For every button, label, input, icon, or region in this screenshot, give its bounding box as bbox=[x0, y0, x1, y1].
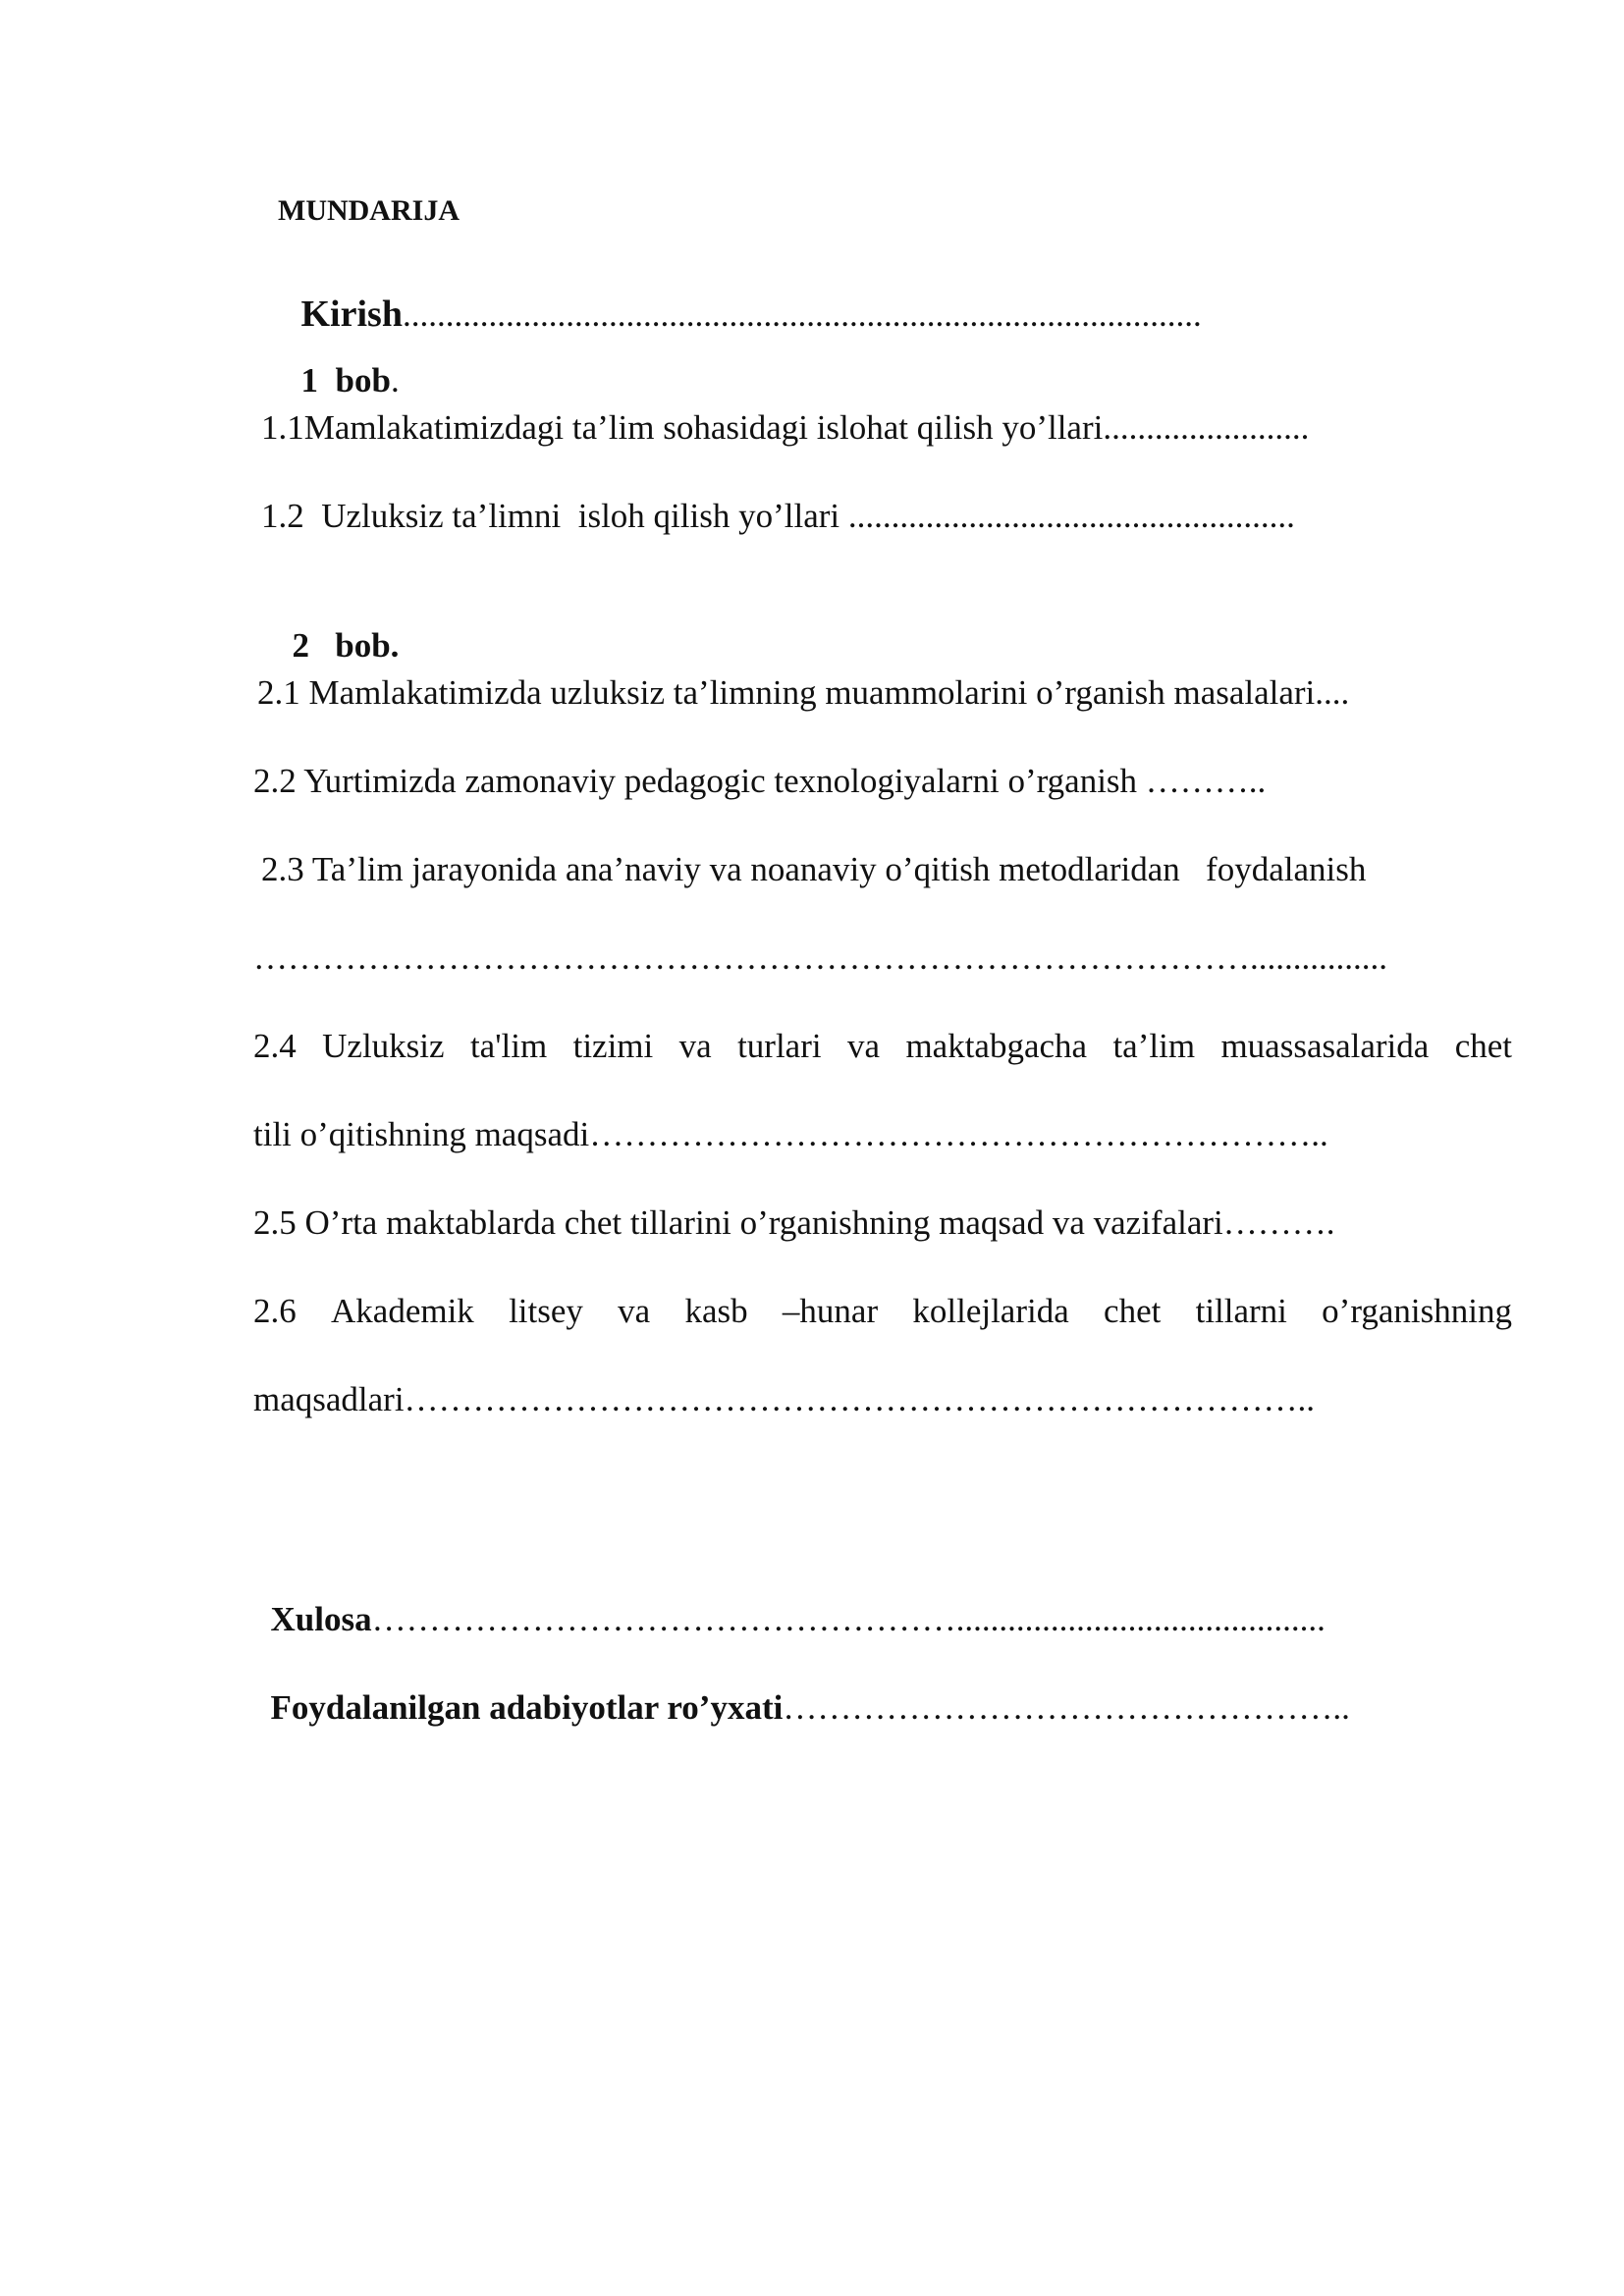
word: Uzluksiz bbox=[322, 1027, 445, 1065]
word: tizimi bbox=[572, 1027, 654, 1065]
word: va bbox=[678, 1027, 712, 1065]
toc-entry-2-3-leader: ……………………………………………………………………………................ bbox=[253, 938, 1387, 977]
word: ta'lim bbox=[469, 1027, 548, 1065]
dot-leader: ............................................................................................. bbox=[402, 295, 1202, 334]
word: –hunar bbox=[782, 1292, 879, 1330]
word: litsey bbox=[509, 1292, 583, 1330]
word: muassasalarida bbox=[1220, 1027, 1430, 1065]
word: va bbox=[847, 1027, 881, 1065]
toc-entry-2-3-line1[interactable]: 2.3 Ta’lim jarayonida ana’naviy va noanaviy o’qitish metodlaridan foydalanish bbox=[261, 850, 1367, 888]
dot-leader: ……………………………………………........................................... bbox=[371, 1600, 1343, 1638]
chapter-label: bob. bbox=[335, 626, 400, 665]
word: maktabgacha bbox=[905, 1027, 1088, 1065]
toc-entry-kirish[interactable] bbox=[284, 249, 1202, 337]
toc-entry-1-1[interactable]: 1.1Mamlakatimizdagi ta’lim sohasidagi islohat qilish yo’llari........................ bbox=[261, 408, 1310, 447]
chapter-number: 2 bbox=[292, 626, 309, 665]
toc-entry-1-2[interactable]: 1.2 Uzluksiz ta’limni isloh qilish yo’llari .................................................... bbox=[261, 497, 1295, 535]
toc-entry-references[interactable] bbox=[253, 1643, 1350, 1730]
word: 2.6 bbox=[253, 1292, 297, 1330]
word: tillarni bbox=[1195, 1292, 1287, 1330]
dot-leader: ………………………………………….. bbox=[783, 1688, 1350, 1727]
toc-chapter-1[interactable] bbox=[284, 316, 400, 402]
toc-entry-label: Foydalanilgan adabiyotlar ro’yxati bbox=[270, 1688, 784, 1727]
word: ta’lim bbox=[1112, 1027, 1196, 1065]
toc-entry-2-1[interactable]: 2.1 Mamlakatimizda uzluksiz ta’limning muammolarini o’rganish masalalari.... bbox=[257, 673, 1350, 712]
chapter-number: 1 bbox=[300, 361, 318, 400]
word: chet bbox=[1104, 1292, 1162, 1330]
word: Akademik bbox=[331, 1292, 474, 1330]
toc-entry-label: Xulosa bbox=[270, 1600, 372, 1638]
word: o’rganishning bbox=[1322, 1292, 1512, 1330]
word: va bbox=[618, 1292, 651, 1330]
toc-heading: MUNDARIJA bbox=[278, 194, 460, 227]
toc-chapter-2[interactable] bbox=[275, 581, 399, 667]
toc-entry-2-6-line2[interactable]: maqsadlari…………………………………………………………………….. bbox=[253, 1380, 1316, 1418]
toc-entry-2-4-line2[interactable]: tili o’qitishning maqsadi……………………………………………………….. bbox=[253, 1115, 1328, 1153]
toc-entry-2-5[interactable]: 2.5 O’rta maktablarda chet tillarini o’rganishning maqsad va vazifalari………. bbox=[253, 1203, 1335, 1242]
word: kasb bbox=[684, 1292, 748, 1330]
word: kollejlarida bbox=[912, 1292, 1069, 1330]
word: chet bbox=[1454, 1027, 1512, 1065]
toc-entry-label: Kirish bbox=[300, 294, 403, 335]
toc-entry-2-4-line1[interactable] bbox=[253, 1025, 1512, 1068]
chapter-label: bob bbox=[335, 361, 391, 400]
toc-entry-2-6-line1[interactable] bbox=[253, 1290, 1512, 1333]
word: 2.4 bbox=[253, 1027, 297, 1065]
toc-entry-2-2[interactable]: 2.2 Yurtimizda zamonaviy pedagogic texnologiyalarni o’rganish ……….. bbox=[253, 762, 1267, 800]
word: turlari bbox=[737, 1027, 822, 1065]
toc-entry-xulosa[interactable] bbox=[253, 1555, 1342, 1641]
chapter-trail: . bbox=[390, 361, 400, 400]
